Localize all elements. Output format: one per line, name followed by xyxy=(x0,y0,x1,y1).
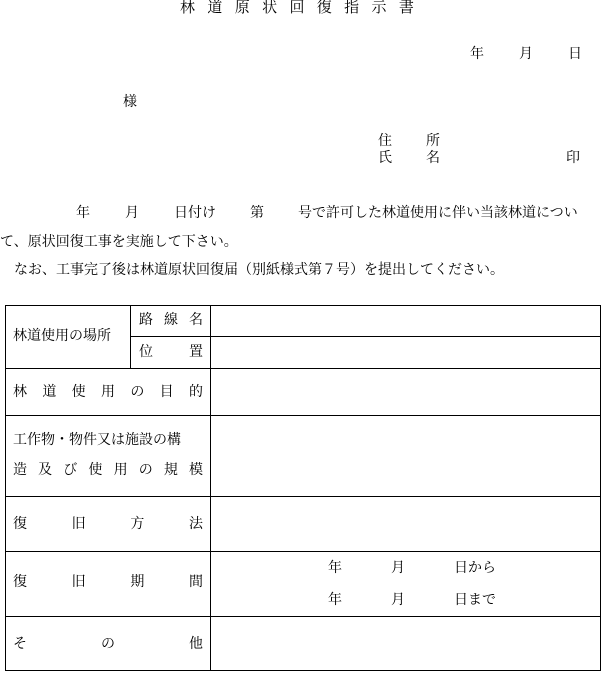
purpose-char: 林 xyxy=(13,384,27,400)
period-to-suffix: 日まで xyxy=(454,592,496,608)
purpose-char: の xyxy=(130,384,145,400)
route-name-char-1: 路 xyxy=(139,312,153,328)
period-to-month: 月 xyxy=(391,592,405,608)
purpose-char: 用 xyxy=(100,384,115,400)
seal-mark: 印 xyxy=(566,150,580,166)
structure-char: 造 xyxy=(13,462,27,478)
structure-char: 及 xyxy=(38,462,53,478)
position-char-1: 位 xyxy=(139,344,153,360)
line1-rest: 号で許可した林道使用に伴い当該林道につい xyxy=(298,205,578,221)
method-char: 旧 xyxy=(71,516,86,532)
period-from-suffix: 日から xyxy=(454,560,496,576)
period-char: 旧 xyxy=(71,574,86,590)
structure-char: 規 xyxy=(163,462,178,478)
title-char: 状 xyxy=(262,0,278,16)
method-field[interactable] xyxy=(211,497,601,551)
column-divider xyxy=(130,306,131,368)
location-label: 林道使用の場所 xyxy=(13,328,111,344)
structure-label-line-1: 工作物・物件又は施設の構 xyxy=(13,432,181,448)
period-char: 復 xyxy=(13,574,27,590)
route-name-char-2: 線 xyxy=(164,312,178,328)
purpose-field[interactable] xyxy=(211,369,601,415)
structure-char: 用 xyxy=(113,462,128,478)
line1-dated: 日付け xyxy=(174,205,216,221)
title-char: 示 xyxy=(371,0,387,16)
structure-char: の xyxy=(138,462,153,478)
line1-month: 月 xyxy=(125,205,139,221)
structure-char: 模 xyxy=(188,462,203,478)
method-char: 復 xyxy=(13,516,27,532)
other-field[interactable] xyxy=(211,617,601,671)
method-label xyxy=(13,517,203,531)
structure-label-line-2 xyxy=(13,463,203,477)
route-name-char-3: 名 xyxy=(189,312,203,328)
route-name-label xyxy=(139,313,203,327)
method-char: 法 xyxy=(188,516,203,532)
other-char: 他 xyxy=(189,636,203,652)
row-divider xyxy=(6,551,601,552)
purpose-char: 道 xyxy=(42,384,57,400)
structure-char: び xyxy=(63,462,78,478)
position-char-2: 置 xyxy=(189,344,203,360)
purpose-char: 的 xyxy=(188,384,203,400)
addressee-suffix: 様 xyxy=(123,94,137,110)
title-char: 林 xyxy=(180,0,196,16)
title-char: 原 xyxy=(234,0,250,16)
structure-char: 使 xyxy=(88,462,103,478)
position-field[interactable] xyxy=(211,337,601,368)
title-char: 指 xyxy=(344,0,360,16)
title-char: 道 xyxy=(207,0,223,16)
title-char: 書 xyxy=(398,0,414,16)
name-label xyxy=(378,151,440,165)
date-day: 日 xyxy=(568,46,582,62)
name-label-char-2: 名 xyxy=(426,150,440,166)
period-from-year: 年 xyxy=(328,560,342,576)
route-name-field[interactable] xyxy=(211,306,601,336)
date-line xyxy=(470,47,582,61)
document-title xyxy=(180,0,414,15)
line1-year: 年 xyxy=(76,205,90,221)
title-char: 回 xyxy=(289,0,305,16)
method-char: 方 xyxy=(130,516,145,532)
name-label-char-1: 氏 xyxy=(378,150,392,166)
title-char: 復 xyxy=(316,0,332,16)
period-to-year: 年 xyxy=(328,592,342,608)
purpose-label xyxy=(13,385,203,399)
position-label xyxy=(139,345,203,359)
period-char: 期 xyxy=(130,574,145,590)
address-label-char-1: 住 xyxy=(378,133,392,149)
period-char: 間 xyxy=(188,574,203,590)
purpose-char: 使 xyxy=(71,384,86,400)
purpose-char: 目 xyxy=(159,384,174,400)
line1-number-prefix: 第 xyxy=(250,205,264,221)
address-label xyxy=(378,134,440,148)
other-char: そ xyxy=(13,636,27,652)
date-year: 年 xyxy=(470,46,484,62)
address-label-char-2: 所 xyxy=(426,133,440,149)
period-from-month: 月 xyxy=(391,560,405,576)
instruction-line-2: て、原状回復工事を実施して下さい。 xyxy=(0,234,238,250)
other-char: の xyxy=(101,636,115,652)
instruction-line-3: なお、工事完了後は林道原状回復届（別紙様式第７号）を提出してください。 xyxy=(14,262,504,278)
date-month: 月 xyxy=(519,46,533,62)
form-table xyxy=(5,305,601,671)
structure-field[interactable] xyxy=(211,416,601,496)
other-label xyxy=(13,637,203,651)
period-label xyxy=(13,575,203,589)
